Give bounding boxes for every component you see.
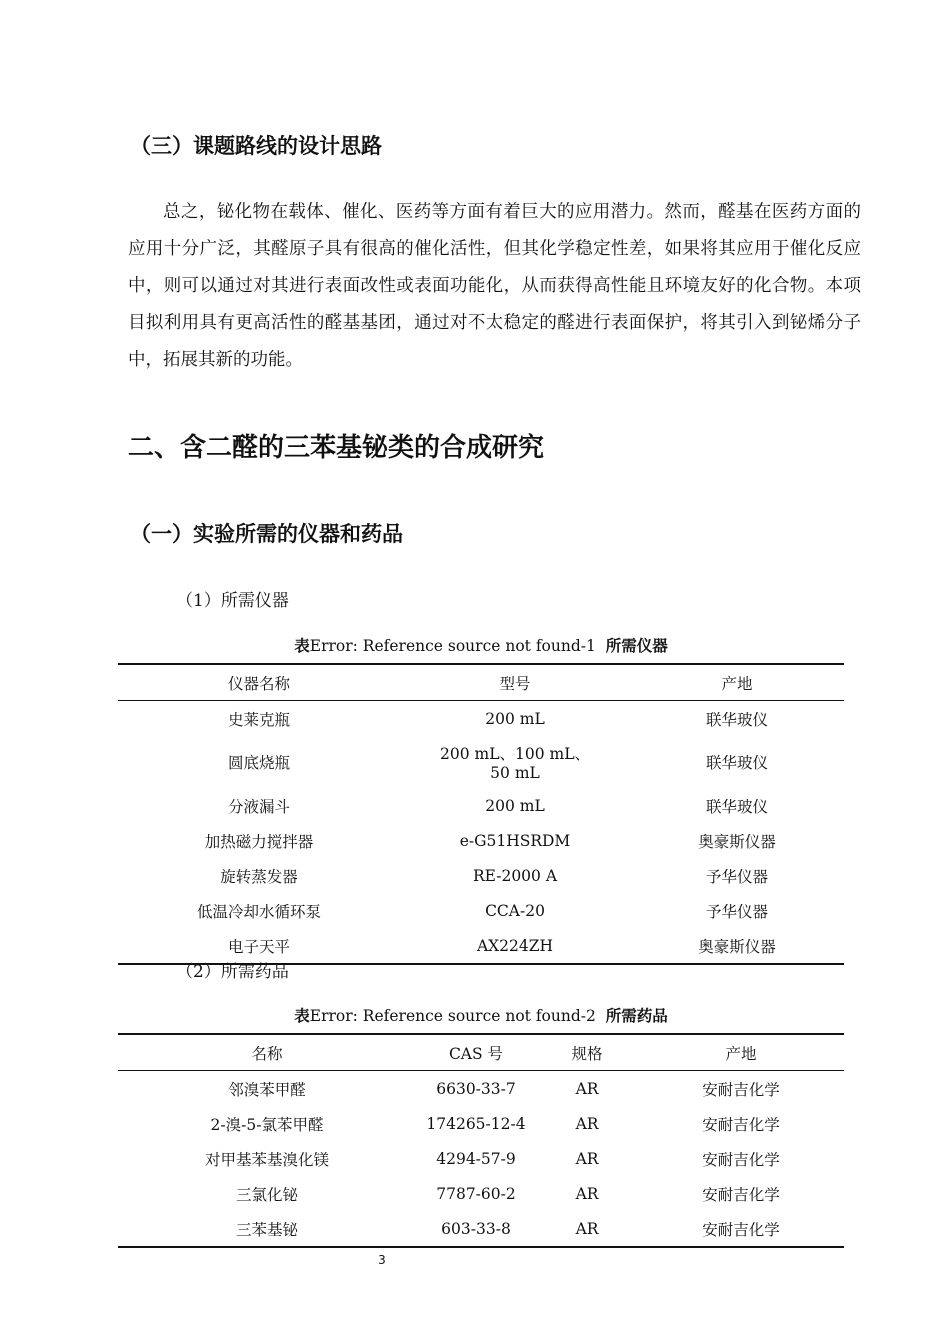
table1-caption-ref: Error: Reference source not found-1 [309,637,596,655]
instruments-label: （1）所需仪器 [176,591,289,611]
table-row [118,823,844,858]
table1-caption [118,634,844,656]
table-cell: 低温冷却水循环泵 [196,902,321,921]
table-cell: 联华玻仪 [705,797,768,816]
table-header-cell: 产地 [630,664,844,701]
table-cell: 予华仪器 [705,902,768,921]
table-cell: 予华仪器 [705,867,768,886]
table-row [118,858,844,893]
table-cell: 603-33-8 [441,1219,511,1238]
table-cell: 6630-33-7 [436,1079,516,1098]
table-cell: 联华玻仪 [705,754,768,772]
table-cell: 200 mL [485,709,545,728]
table-cell: 联华玻仪 [705,710,768,729]
table-cell: 三苯基铋 [235,1220,298,1239]
section-heading-instruments-reagents: （一）实验所需的仪器和药品 [130,522,403,546]
table-header-cell: 规格 [536,1034,638,1071]
table-cell: 电子天平 [227,937,290,956]
table-header-cell: 型号 [400,664,630,701]
table-cell: 加热磁力搅拌器 [204,832,314,851]
table-cell: 对甲基苯基溴化镁 [204,1150,329,1169]
chapter-heading: 二、含二醛的三苯基铋类的合成研究 [128,433,545,463]
table2-caption-ref: Error: Reference source not found-2 [309,1007,596,1025]
table-header-row [118,1034,844,1071]
table-cell: 安耐吉化学 [702,1150,780,1169]
table-cell: 旋转蒸发器 [220,867,298,886]
table-row [118,1141,844,1176]
table-header-cell: 名称 [118,1034,416,1071]
section-heading-design-approach: （三）课题路线的设计思路 [130,134,382,158]
table2-caption-prefix: 表 [294,1007,310,1025]
table-cell: AR [575,1114,599,1133]
table-cell: 分液漏斗 [227,797,290,816]
table-row [118,1106,844,1141]
table-cell: 2-溴-5-氯苯甲醛 [210,1115,324,1134]
table-cell: 7787-60-2 [436,1184,516,1203]
table-row [118,1176,844,1211]
table1-caption-prefix: 表 [294,637,310,655]
table-row [118,788,844,823]
table-cell: 三氯化铋 [235,1185,298,1204]
table-row [118,1211,844,1247]
table2-caption-title: 所需药品 [605,1007,668,1025]
reagents-label: （2）所需药品 [176,962,289,982]
table-cell: 奥豪斯仪器 [698,832,776,851]
table-cell: 安耐吉化学 [702,1185,780,1204]
table-cell: 安耐吉化学 [702,1115,780,1134]
table2-caption [118,1004,844,1026]
table-row [118,893,844,928]
table-cell: RE-2000 A [472,866,558,885]
table-header-row [118,664,844,701]
table-cell: 200 mL、100 mL、50 mL [439,745,590,782]
table-row [118,701,844,737]
table-cell: 174265-12-4 [426,1114,526,1133]
table-cell: AX224ZH [476,936,554,955]
table-cell: 安耐吉化学 [702,1220,780,1239]
table-cell: 邻溴苯甲醛 [228,1080,306,1099]
table-row [118,1071,844,1107]
table1-caption-title: 所需仪器 [605,637,668,655]
table-header-cell: 仪器名称 [118,664,400,701]
instruments-table [118,663,844,965]
table-cell: AR [575,1219,599,1238]
table-cell: 安耐吉化学 [702,1080,780,1099]
table-cell: AR [575,1079,599,1098]
table-cell: 200 mL [485,796,545,815]
table-cell: 奥豪斯仪器 [698,937,776,956]
table-cell: AR [575,1184,599,1203]
table-cell: 4294-57-9 [436,1149,516,1168]
table-cell: e-G51HSRDM [459,831,571,850]
reagents-table [118,1033,844,1248]
body-paragraph: 总之，铋化物在载体、催化、医药等方面有着巨大的应用潜力。然而，醛基在医药方面的应用十分广泛，其醛原子具有很高的催化活性，但其化学稳定性差，如果将其应用于催化反应中，则可以通过对其进行表面改性或表面功能化，从而获得高性能且环境友好的化合物。本项目拟利用具有更高活性的醛基基团，通过对不太稳定的醛进行表面保护，将其引入到铋烯分子中，拓展其新的功能。 [128,202,861,370]
table-cell: CCA-20 [485,901,545,920]
table-header-cell: CAS 号 [416,1034,536,1071]
table-row [118,736,844,788]
table-cell: 圆底烧瓶 [227,754,290,772]
table-cell: AR [575,1149,599,1168]
table-header-cell: 产地 [638,1034,844,1071]
table-cell: 史莱克瓶 [227,710,290,729]
page-number: 3 [378,1253,386,1267]
